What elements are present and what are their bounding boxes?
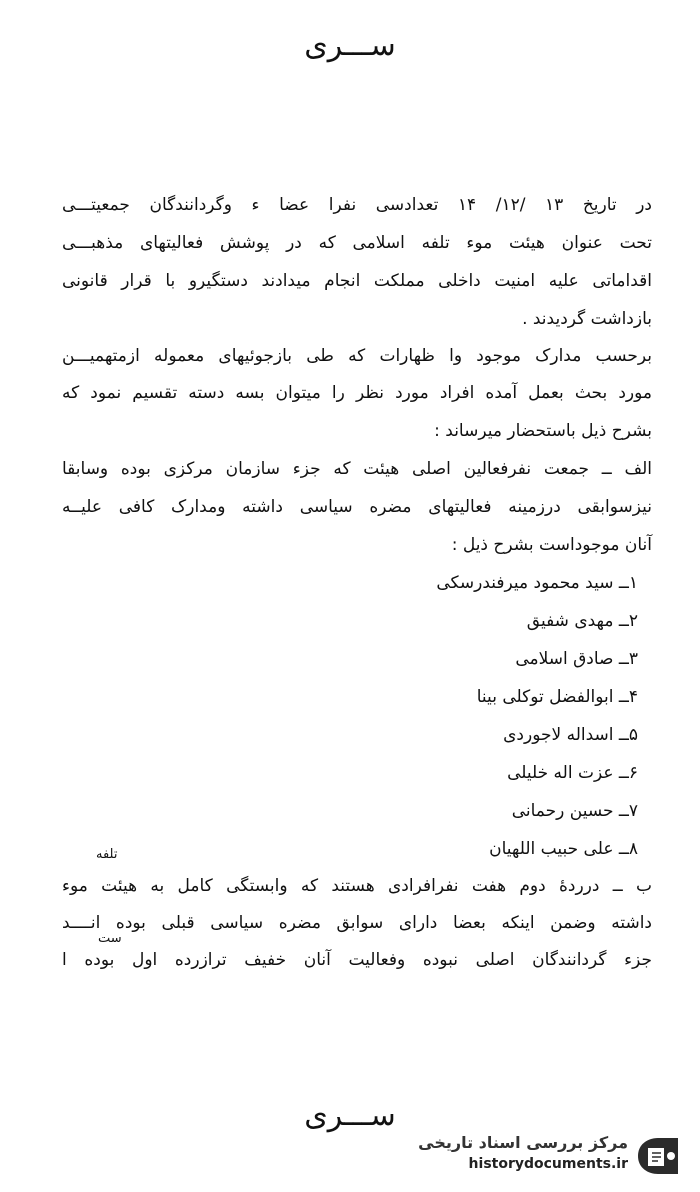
- paragraph-2-line-2: مورد بحث بعمل آمده افراد مورد نظر را میتوان بسه دسته تقسیم نمود که: [62, 383, 652, 403]
- footer-url: historydocuments.ir: [468, 1156, 628, 1172]
- name-item-7: ۷ــ حسین رحمانی: [511, 801, 638, 821]
- name-item-8: ۸ــ علی حبیب اللهیان: [489, 839, 638, 859]
- paragraph-2-line-3: بشرح ذیل باستحضار میرساند :: [434, 421, 652, 441]
- paragraph-1-line-4: بازداشت گردیدند .: [522, 309, 652, 329]
- paragraph-1-line-3: اقداماتی علیه امنیت داخلی مملکت انجام میدادند دستگیرو با قرار قانونی: [62, 271, 652, 291]
- paragraph-3-line-3: آنان موجوداست بشرح ذیل :: [451, 535, 652, 555]
- name-item-3: ۳ــ صادق اسلامی: [515, 649, 638, 669]
- footer-text: [418, 1132, 628, 1174]
- classification-top: ســـری: [304, 28, 396, 63]
- paragraph-4-line-3: جزء گردانندگان اصلی نبوده وفعالیت آنان خفیف ترازرده اول بوده ا: [62, 950, 652, 970]
- paragraph-2-line-1: برحسب مدارک موجود وا ظهارات که طی بازجوئیهای معموله ازمتهمیـــن: [62, 346, 652, 366]
- margin-note-2: ست: [98, 931, 122, 946]
- paragraph-4-line-2: داشته وضمن اینکه بعضا دارای سوابق مضره سیاسی قبلی بوده انــــد: [62, 913, 652, 933]
- name-item-2: ۲ــ مهدی شفیق: [526, 611, 638, 631]
- name-item-6: ۶ــ عزت اله خلیلی: [507, 763, 638, 783]
- footer-org-name: مرکز بررسی اسناد تاریخی: [418, 1133, 628, 1152]
- margin-note-1: تلفه: [96, 847, 118, 862]
- paragraph-4-line-1: ب ــ درردهٔ دوم هفت نفرافرادی هستند که وابستگی کامل به هیئت موء: [62, 876, 652, 896]
- document-logo-icon: [634, 1134, 682, 1178]
- name-item-4: ۴ــ ابوالفضل توکلی بینا: [476, 687, 638, 707]
- paragraph-1-line-1: در تاریخ ۱۳ /۱۲/ ۱۴ تعدادسی نفرا عضا ء وگردانندگان جمعیتـــی: [62, 195, 652, 215]
- name-item-1: ۱ــ سید محمود میرفندرسکی: [436, 573, 638, 593]
- paragraph-3-line-2: نیزسوابقی درزمینه فعالیتهای مضره سیاسی داشته ومدارک کافی علیــه: [62, 497, 652, 517]
- paragraph-3-line-1: الف ــ جمعت نفرفعالین اصلی هیئت که جزء سازمان مرکزی بوده وسابقا: [62, 459, 652, 479]
- footer-watermark: [396, 1130, 686, 1182]
- paragraph-1-line-2: تحت عنوان هیئت موء تلفه اسلامی که در پوشش فعالیتهای مذهبـــی: [62, 233, 652, 253]
- classification-bottom: ســـری: [304, 1098, 396, 1133]
- name-item-5: ۵ــ اسداله لاجوردی: [503, 725, 638, 745]
